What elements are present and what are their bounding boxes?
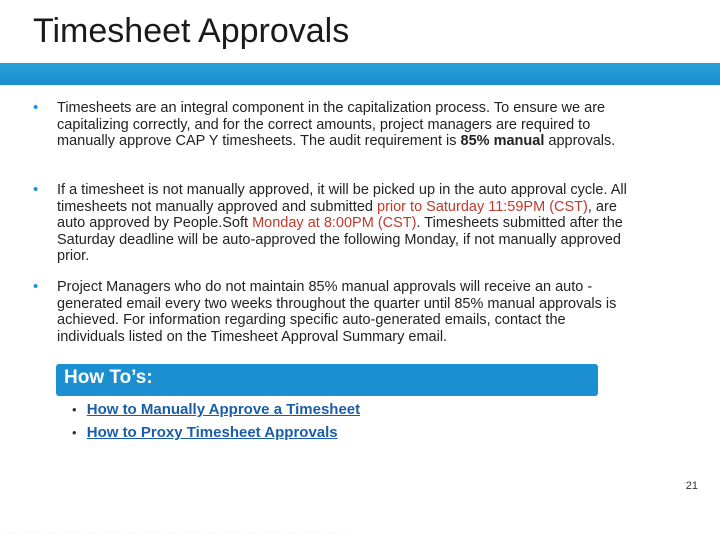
bullet-text (57, 279, 637, 345)
bullet-dot-icon: • (33, 181, 39, 198)
bullet-dot-icon: • (33, 278, 39, 295)
howto-header-bar (56, 364, 598, 396)
bullet-dot-icon: • (33, 99, 39, 116)
title-accent-bar (0, 63, 720, 85)
howto-title: How To’s: (64, 367, 153, 388)
bullet-text-segment: , are auto approved by People.Soft (57, 198, 617, 231)
bullet-text-segment: 85% manual (460, 133, 545, 149)
howto-link-row (72, 423, 360, 446)
small-bullet-icon: • (72, 402, 77, 417)
bullet-text-segment: If a timesheet is not manually approved, it will be picked up in the auto approval cycle. All timesheets not manually approved and submitted (57, 182, 627, 215)
bullet-text (57, 182, 637, 265)
page-number: 21 (685, 480, 698, 492)
bullet-text-segment: approvals. (544, 133, 616, 149)
link-manually-approve-timesheet[interactable]: How to Manually Approve a Timesheet (86, 401, 361, 418)
howto-link-row (72, 400, 360, 423)
bullet-text (57, 100, 637, 150)
footer-fine-print: . . . . . . . . . . . . . . . . . . . . . . . . . . . . . . . . . . . . . . . . . . . . . . . . . . . . . . . . . . . . . . . . . . . . . . . . . . . . . . . . . . . . . . . . . . . . . . . . . . . . . . . . . . . . . . . . . . . . . . . . . . . . . . . . . . . . . . . . . . . . . . . . . . . . . . . . . . . (6, 529, 350, 534)
bullet-text-segment: Timesheets are an integral component in the capitalization process. To ensure we are capitalizing correctly, and for the correct amounts, project managers are required to manually approve CAP Y timesheets. The audit requirement is (57, 100, 606, 149)
howto-links (72, 400, 360, 446)
bullet-text-segment: prior to Saturday 11:59PM (CST) (377, 198, 588, 215)
bullet-text-segment: Monday at 8:00PM (CST) (252, 215, 417, 231)
bullet-text-segment: . Timesheets submitted after the Saturday deadline will be auto-approved the following Monday, if not manually approved prior. (57, 215, 623, 264)
link-proxy-timesheet-approvals[interactable]: How to Proxy Timesheet Approvals (86, 424, 338, 441)
page-title: Timesheet Approvals (33, 12, 350, 50)
small-bullet-icon: • (72, 425, 77, 440)
bullet-text-segment: Project Managers who do not maintain 85% manual approvals will receive an auto -generated email every two weeks throughout the quarter until 85% manual approvals is achieved. For information regarding specific auto-generated emails, contact the individuals listed on the Timesheet Approval Summary email. (57, 279, 617, 345)
